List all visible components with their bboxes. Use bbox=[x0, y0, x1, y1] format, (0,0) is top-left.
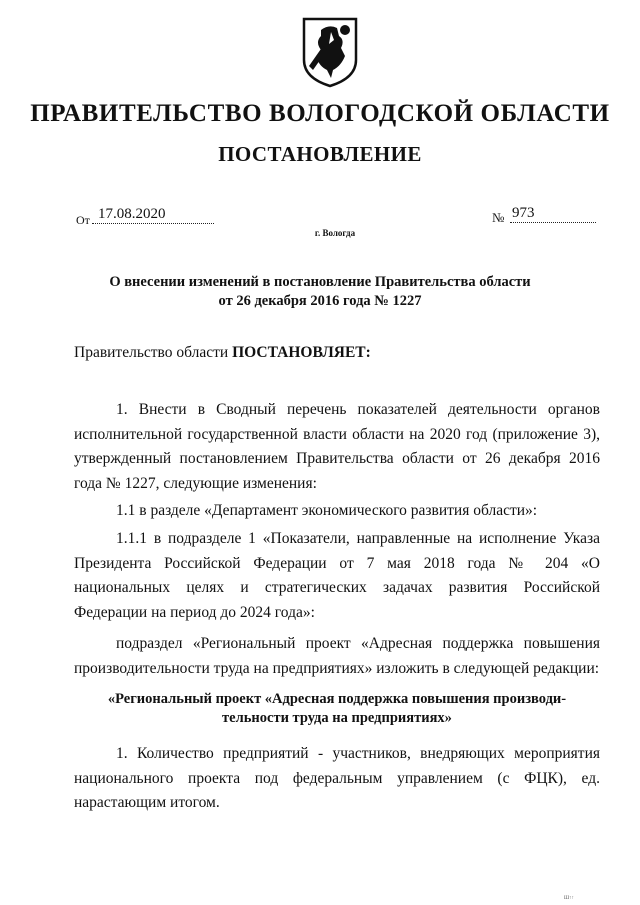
preamble-text: Правительство области bbox=[74, 344, 233, 361]
regional-project-heading bbox=[74, 690, 600, 728]
preamble-bold: ПОСТАНОВЛЯЕТ: bbox=[232, 344, 371, 361]
heading-line-1: О внесении изменений в постановление Правительства области bbox=[109, 274, 531, 290]
document-type: ПОСТАНОВЛЕНИЕ bbox=[218, 142, 422, 166]
coat-of-arms-icon bbox=[301, 16, 359, 88]
number-prefix: № bbox=[492, 210, 505, 225]
paragraph-1: 1. Внести в Сводный перечень показателей деятельности органов исполнительной государственной власти области на 2020 год (приложение 3), утвержденный постановлением Правительства области от 26 декабря 2016 года № 1227, следующие изменения: bbox=[74, 401, 600, 492]
preamble bbox=[74, 344, 371, 362]
page-mark: Ш↑↑ bbox=[564, 896, 575, 901]
paragraph-item-1: 1. Количество предприятий - участников, внедряющих мероприятия национального проекта под федеральным управлением (с ФЦК), ед. нарастающим итогом. bbox=[74, 745, 600, 811]
paragraph-1-1: 1.1 в разделе «Департамент экономического развития области»: bbox=[116, 502, 538, 519]
heading-line-2: от 26 декабря 2016 года № 1227 bbox=[218, 293, 422, 309]
sub-heading-line-2: тельности труда на предприятиях» bbox=[222, 710, 452, 726]
document-heading bbox=[100, 273, 540, 311]
paragraph-1-1-1: 1.1.1 в подразделе 1 «Показатели, направленные на исполнение Указа Президента Российской Федерации от 7 мая 2018 года № 204 «О национальных целях и стратегических задачах развития Российской Федерации на период до 2024 года»: bbox=[74, 530, 600, 621]
sub-heading-line-1: «Региональный проект «Адресная поддержка повышения производи- bbox=[107, 691, 567, 707]
city-label: г. Вологда bbox=[314, 228, 356, 238]
government-title: ПРАВИТЕЛЬСТВО ВОЛОГОДСКОЙ ОБЛАСТИ bbox=[30, 100, 610, 127]
document-number: 973 bbox=[510, 204, 596, 223]
paragraph-subsection: подраздел «Региональный проект «Адресная поддержка повышения производительности труда на предприятиях» изложить в следующей редакции: bbox=[74, 635, 600, 677]
document-date: 17.08.2020 bbox=[92, 205, 214, 224]
date-prefix: От bbox=[76, 213, 90, 227]
